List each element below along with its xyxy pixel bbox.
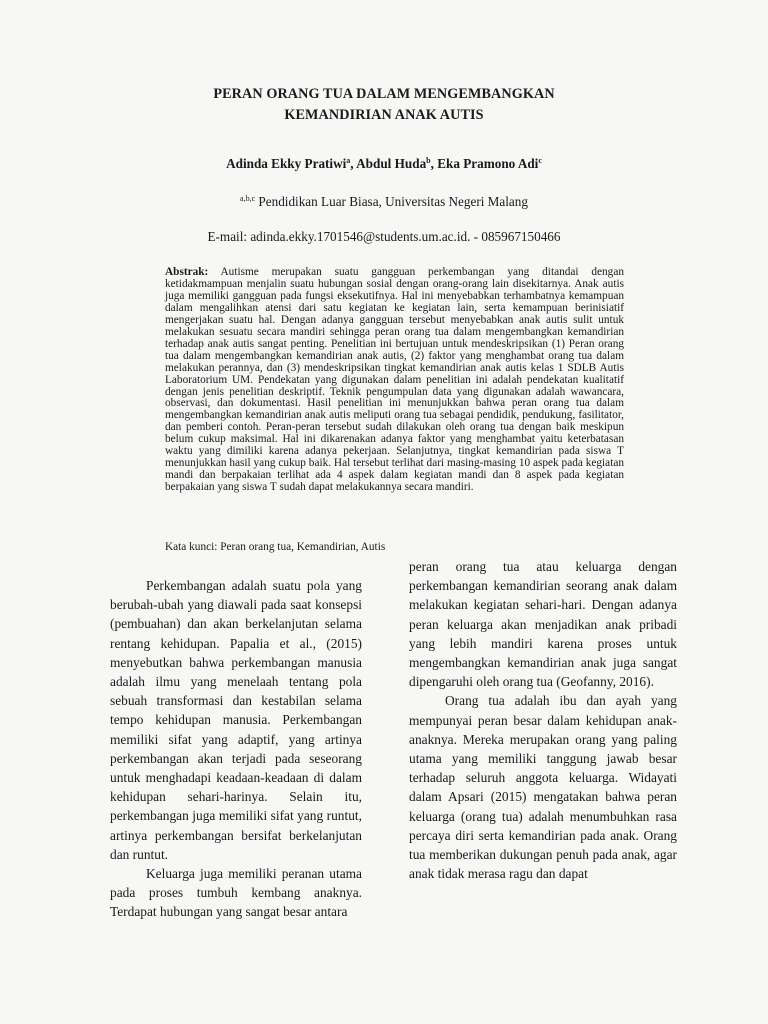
author-sup: a bbox=[346, 156, 351, 165]
author-sup: b bbox=[426, 156, 431, 165]
affiliation-sup: a,b,c bbox=[240, 194, 256, 203]
affiliation bbox=[0, 194, 768, 210]
author-sup: c bbox=[538, 156, 542, 165]
author-name: Eka Pramono Adi bbox=[437, 156, 539, 171]
abstract-label: Abstrak: bbox=[165, 266, 209, 278]
body-column-left bbox=[110, 576, 362, 922]
abstract-text: Autisme merupakan suatu gangguan perkembangan yang ditandai dengan ketidakmampuan menjalin suatu hubungan sosial dengan orang-orang lain disekitarnya. Anak autis juga memiliki gangguan pada fungsi eksekutifnya. Hal ini menyebabkan terhambatnya kemampuan dalam mengalihkan atensi dari satu kegiatan ke kegiatan lain, serta kemampuan berinisiatif mengerjakan suatu hal. Dengan adanya gangguan tersebut menyebabkan anak autis sulit untuk melakukan sesuatu secara mandiri sehingga peran orang tua dalam mengembangkan kemandirian terhadap anak autis sangat penting. Penelitian ini bertujuan untuk mendeskripsikan (1) Peran orang tua dalam mengembangkan kemandirian anak autis, (2) faktor yang menghambat orang tua dalam melakukan perannya, dan (3) mendeskripsikan tingkat kemandirian anak autis kelas 1 SDLB Autis Laboratorium UM. Pendekatan yang digunakan dalam penelitian ini adalah pendekatan kualitatif dengan jenis penelitian deskriptif. Teknik pengumpulan data yang digunakan adalah wawancara, observasi, dan dokumentasi. Hasil penelitian ini menunjukkan bahwa peran orang tua dalam mengembangkan kemandirian anak autis meliputi orang tua sebagai pendidik, pendukung, fasilitator, dan pemberi contoh. Peran-peran tersebut sudah dilakukan oleh orang tua dengan baik meskipun belum cukup maksimal. Hal ini dikarenakan adanya faktor yang menghambat yaitu keterbatasan waktu yang dimiliki karena adanya pekerjaan. Selanjutnya, tingkat kemandirian pada siswa T menunjukkan hasil yang cukup baik. Hal tersebut terlihat dari masing-masing 10 aspek pada kegiatan mandi dan berpakaian terlihat ada 4 aspek dalam kegiatan mandi dan 8 aspek pada kegiatan berpakaian yang siswa T sudah dapat melakukannya secara mandiri. bbox=[165, 266, 624, 494]
affiliation-text: Pendidikan Luar Biasa, Universitas Negeri Malang bbox=[255, 194, 528, 209]
body-paragraph: Orang tua adalah ibu dan ayah yang mempunyai peran besar dalam kehidupan anak-anaknya. Mereka merupakan orang yang paling utama yang memiliki tanggung jawab besar terhadap seluruh anggota keluarga. Widayati dalam Apsari (2015) mengatakan bahwa peran keluarga (orang tua) adalah menumbuhkan rasa percaya diri serta kemandirian pada anak. Orang tua memberikan dukungan penuh pada anak, agar anak tidak merasa ragu dan dapat bbox=[409, 693, 677, 882]
contact-email: E-mail: adinda.ekky.1701546@students.um.ac.id. - 085967150466 bbox=[207, 229, 561, 244]
keywords: Kata kunci: Peran orang tua, Kemandirian, Autis bbox=[165, 541, 386, 553]
body-paragraph: Perkembangan adalah suatu pola yang berubah-ubah yang diawali pada saat konsepsi (pembuahan) dan akan berkelanjutan selama rentang kehidupan. Papalia et al., (2015) menyebutkan bahwa perkembangan manusia adalah ilmu yang menelaah tentang pola sebuah transformasi dan kestabilan selama tempo kehidupan manusia. Perkembangan memiliki sifat yang adaptif, yang artinya perkembangan akan terjadi pada seseorang untuk menghadapi keadaan-keadaan di dalam kehidupan sehari-harinya. Selain itu, perkembangan juga memiliki sifat yang runtut, artinya perkembangan bersifat berkelanjutan dan runtut. bbox=[110, 578, 362, 862]
paper-title bbox=[0, 84, 768, 126]
author-name: Adinda Ekky Pratiwi bbox=[226, 156, 347, 171]
abstract bbox=[165, 267, 624, 494]
author-separator: , bbox=[350, 156, 357, 171]
title-line-2: KEMANDIRIAN ANAK AUTIS bbox=[284, 107, 484, 123]
title-line-1: PERAN ORANG TUA DALAM MENGEMBANGKAN bbox=[213, 86, 555, 102]
author-list bbox=[0, 156, 768, 172]
author-name: Abdul Huda bbox=[356, 156, 427, 171]
body-column-right bbox=[409, 557, 677, 883]
author-separator: , bbox=[430, 156, 438, 171]
body-paragraph: Keluarga juga memiliki peranan utama pada proses tumbuh kembang anaknya. Terdapat hubungan yang sangat besar antara bbox=[110, 866, 362, 920]
body-paragraph: peran orang tua atau keluarga dengan perkembangan kemandirian seorang anak dalam melakukan kegiatan sehari-hari. Dengan adanya peran keluarga akan menjadikan anak pribadi yang lebih mandiri karena proses untuk mengembangkan kemandirian anak juga sangat dipengaruhi oleh orang tua (Geofanny, 2016). bbox=[409, 559, 677, 690]
